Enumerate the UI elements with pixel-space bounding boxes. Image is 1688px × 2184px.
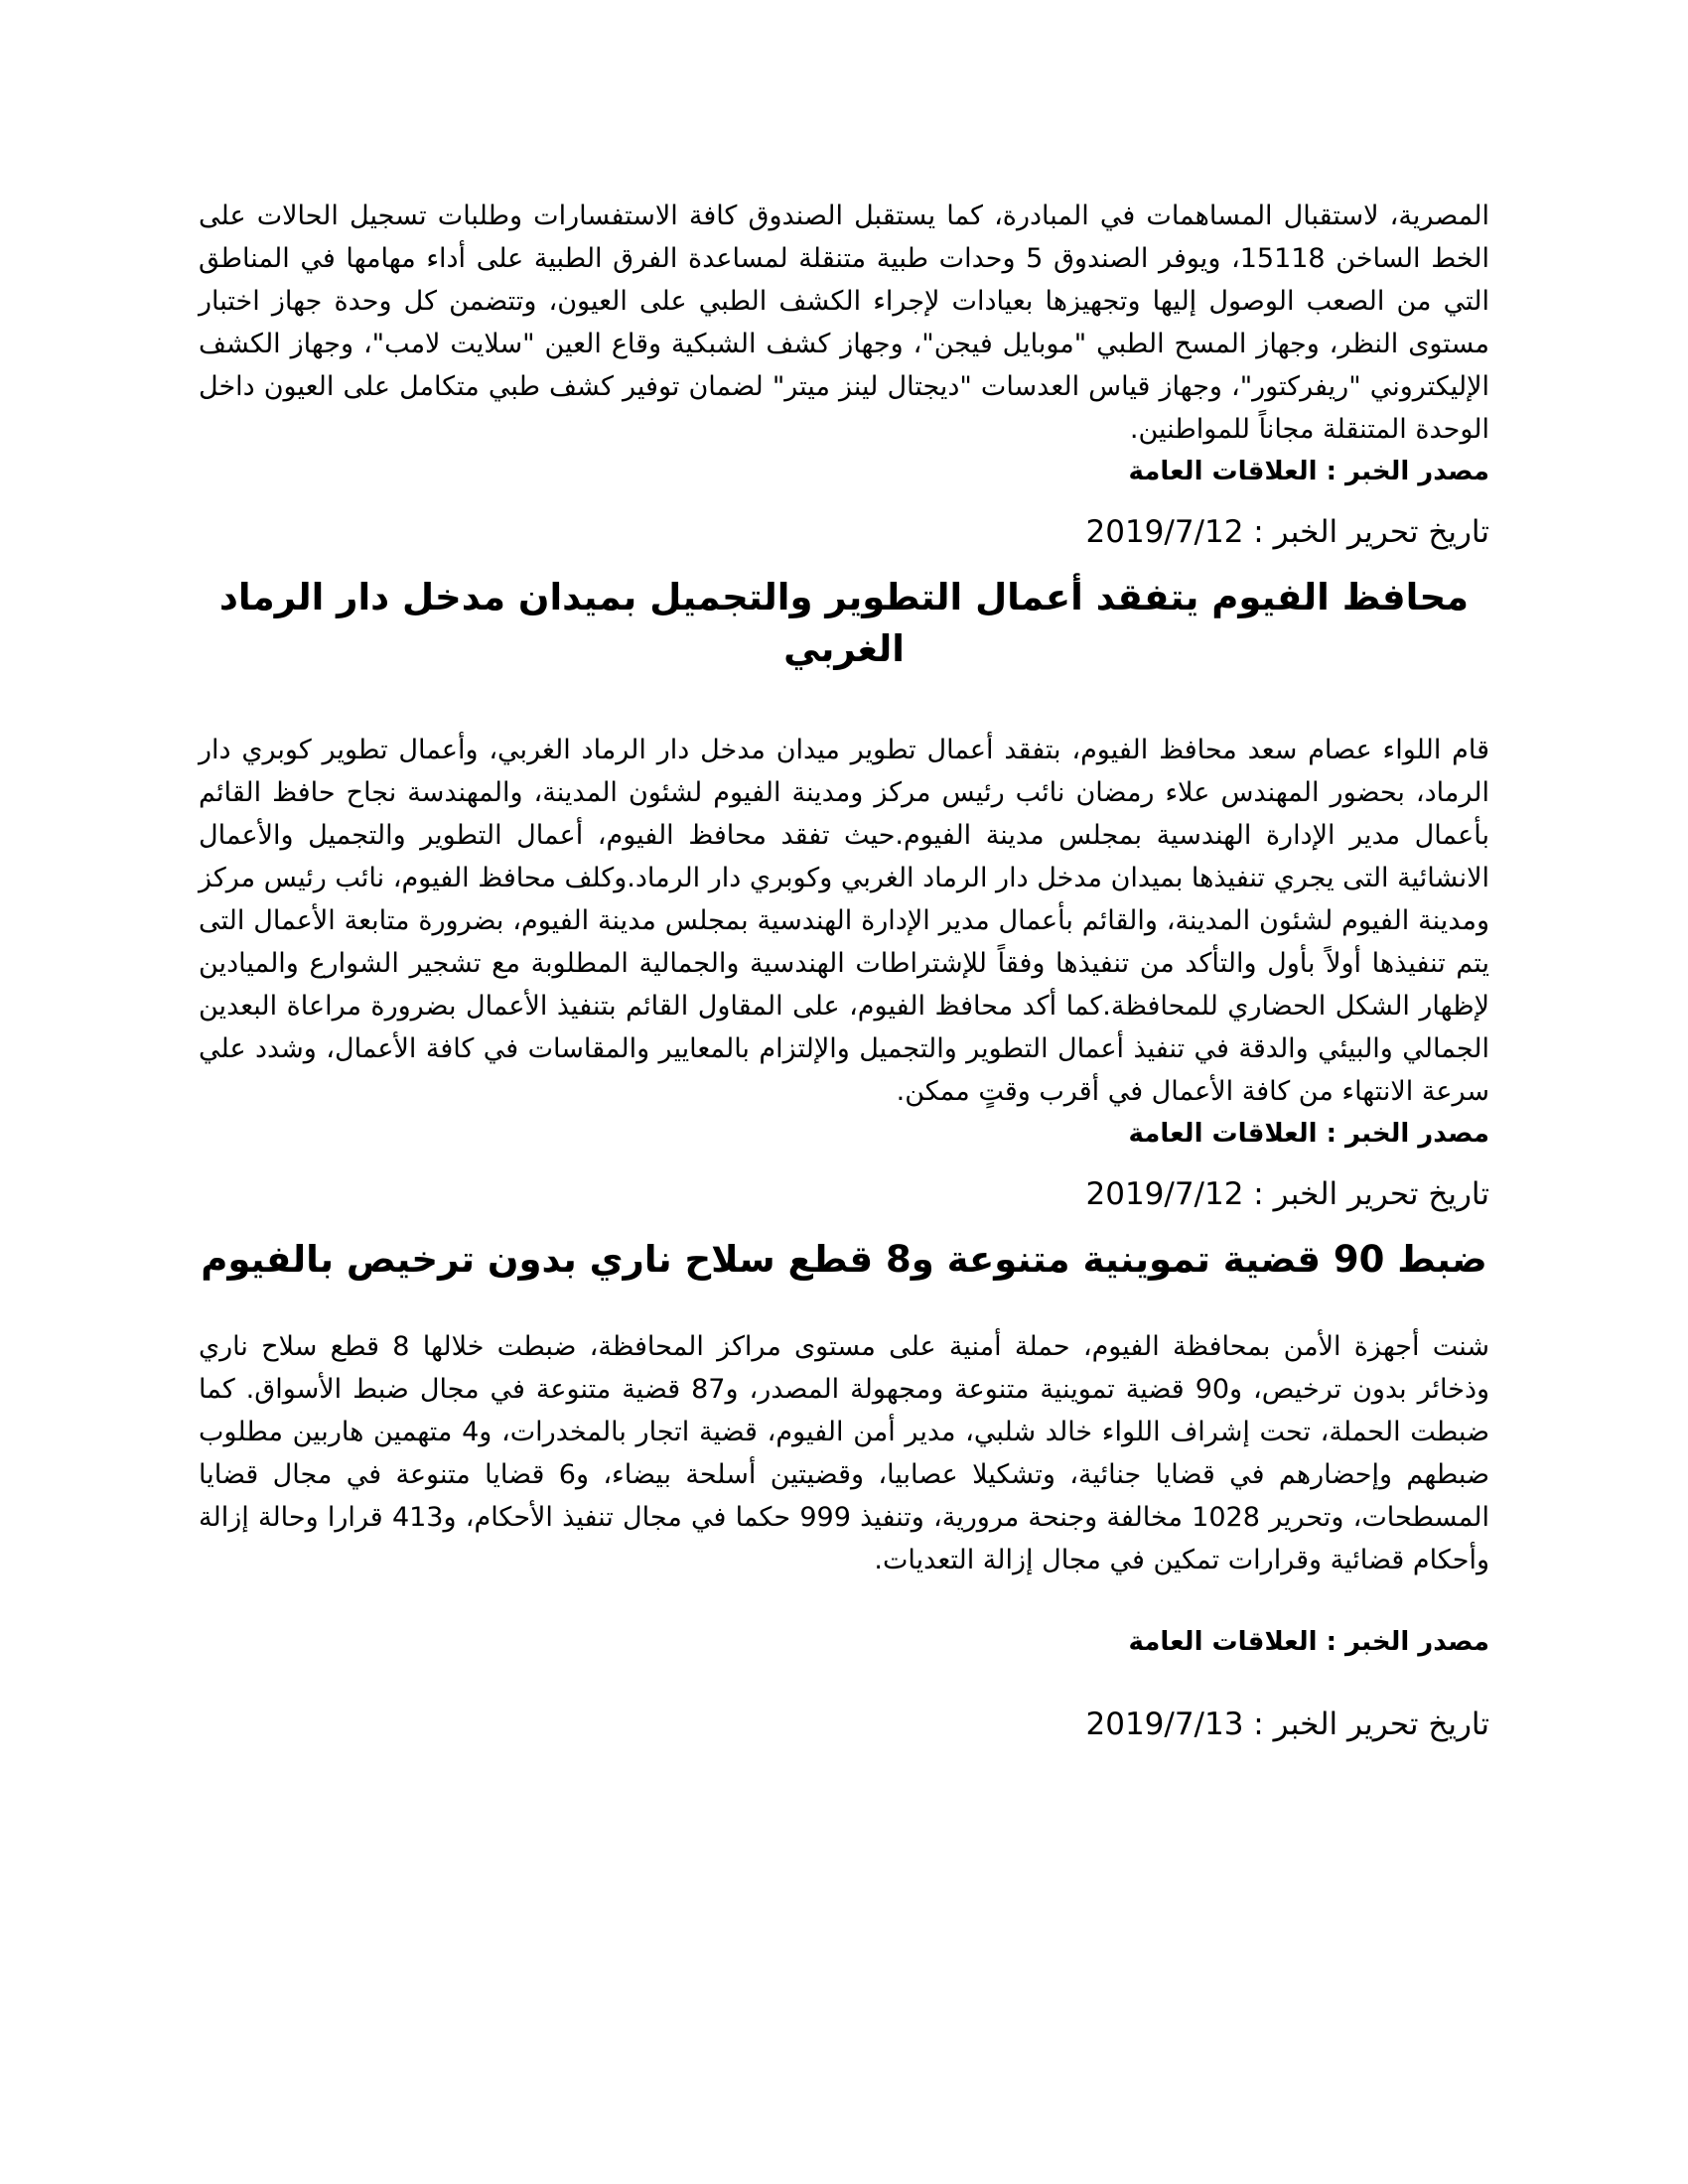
publish-date: تاريخ تحرير الخبر : 2019/7/12 [1085, 514, 1489, 550]
article-headline: محافظ الفيوم يتفقد أعمال التطوير والتجميل بميدان مدخل دار الرماد الغربي [218, 576, 1470, 670]
article-body: شنت أجهزة الأمن بمحافظة الفيوم، حملة أمنية على مستوى مراكز المحافظة، ضبطت خلالها 8 قطع سلاح ناري وذخائر بدون ترخيص، و90 قضية تموينية متنوعة ومجهولة المصدر، و87 قضية متنوعة في مجال ضبط الأسواق. كما ضبطت الحملة، تحت إشراف اللواء خالد شلبي، مدير أمن الفيوم، قضية اتجار بالمخدرات، و4 متهمين هاربين مطلوب ضبطهم وإحضارهم في قضايا جنائية، وتشكيلا عصابيا، وقضيتين أسلحة بيضاء، و6 قضايا متنوعة في مجال قضايا المسطحات، وتحرير 1028 مخالفة وجنحة مرورية، وتنفيذ 999 حكما في مجال تنفيذ الأحكام، و413 قرارا وحالة إزالة وأحكام قضائية وقرارات تمكين في مجال إزالة التعديات. [199, 1331, 1490, 1575]
publish-date: تاريخ تحرير الخبر : 2019/7/12 [1085, 1176, 1489, 1212]
publish-date: تاريخ تحرير الخبر : 2019/7/13 [1085, 1706, 1489, 1742]
news-source: مصدر الخبر : العلاقات العامة [1128, 457, 1489, 486]
news-source: مصدر الخبر : العلاقات العامة [1128, 1627, 1489, 1657]
document-page [199, 195, 1489, 1746]
article-body: قام اللواء عصام سعد محافظ الفيوم، بتفقد أعمال تطوير ميدان مدخل دار الرماد الغربي، وأعمال تطوير كوبري دار الرماد، بحضور المهندس علاء رمضان نائب رئيس مركز ومدينة الفيوم لشئون المدينة، والمهندسة نجاح حافظ القائم بأعمال مدير الإدارة الهندسية بمجلس مدينة الفيوم.حيث تفقد محافظ الفيوم، أعمال التطوير والتجميل والأعمال الانشائية التى يجري تنفيذها بميدان مدخل دار الرماد الغربي وكوبري دار الرماد.وكلف محافظ الفيوم، نائب رئيس مركز ومدينة الفيوم لشئون المدينة، والقائم بأعمال مدير الإدارة الهندسية بمجلس مدينة الفيوم، بضرورة متابعة الأعمال التى يتم تنفيذها أولاً بأول والتأكد من تنفيذها وفقاً للإشتراطات الهندسية والجمالية المطلوبة مع تشجير الشوارع والميادين لإظهار الشكل الحضاري للمحافظة.كما أكد محافظ الفيوم، على المقاول القائم بتنفيذ الأعمال بضرورة مراعاة البعدين الجمالي والبيئي والدقة في تنفيذ أعمال التطوير والتجميل والإلتزام بالمعايير والمقاسات في كافة الأعمال، وشدد علي سرعة الانتهاء من كافة الأعمال في أقرب وقتٍ ممكن. [199, 735, 1489, 1107]
article-headline: ضبط 90 قضية تموينية متنوعة و8 قطع سلاح ناري بدون ترخيص بالفيوم [201, 1238, 1487, 1281]
news-source: مصدر الخبر : العلاقات العامة [1128, 1119, 1489, 1149]
article-body: المصرية، لاستقبال المساهمات في المبادرة، كما يستقبل الصندوق كافة الاستفسارات وطلبات تسجيل الحالات على الخط الساخن 15118، ويوفر الصندوق 5 وحدات طبية متنقلة لمساعدة الفرق الطبية على أداء مهامها في المناطق التي من الصعب الوصول إليها وتجهيزها بعيادات لإجراء الكشف الطبي على العيون، وتتضمن كل وحدة جهاز اختبار مستوى النظر، وجهاز المسح الطبي "موبايل فيجن"، وجهاز كشف الشبكية وقاع العين "سلايت لامب"، وجهاز الكشف الإليكتروني "ريفركتور"، وجهاز قياس العدسات "ديجتال لينز ميتر" لضمان توفير كشف طبي متكامل على العيون داخل الوحدة المتنقلة مجاناً للمواطنين. [199, 201, 1489, 445]
